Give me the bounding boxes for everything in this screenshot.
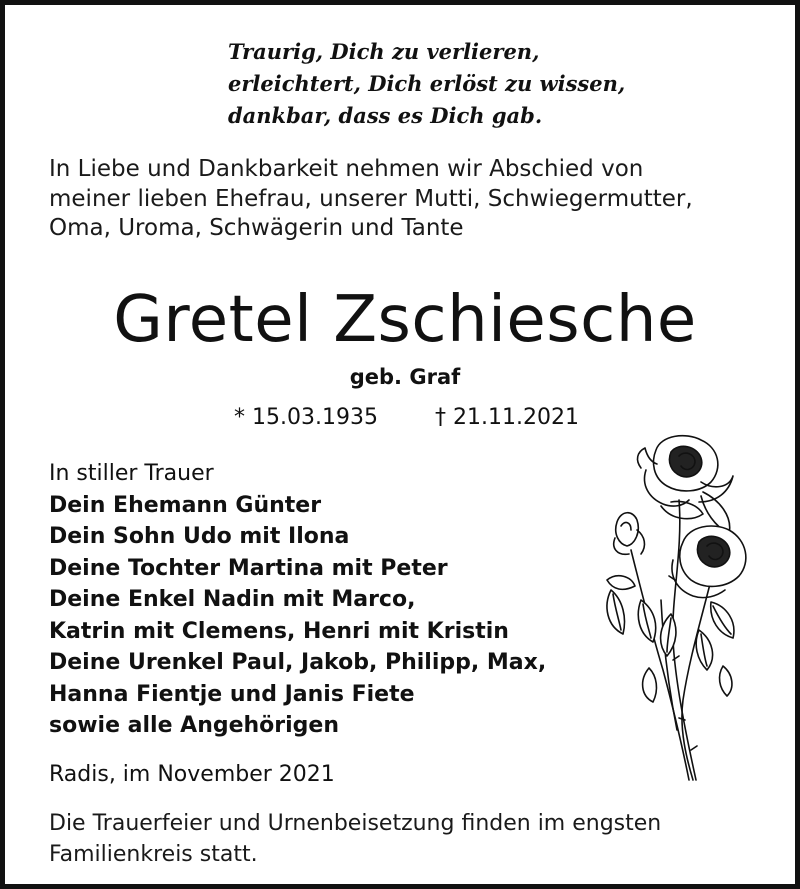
verse-line: erleichtert, Dich erlöst zu wissen, (228, 71, 626, 96)
memorial-verse (228, 36, 625, 132)
mourner-line: Hanna Fientje und Janis Fiete (49, 681, 415, 707)
mourner-line: Deine Enkel Nadin mit Marco, (49, 587, 416, 612)
mourner-line: Deine Urenkel Paul, Jakob, Philipp, Max, (49, 650, 547, 675)
mourning-heading: In stiller Trauer (49, 461, 214, 486)
farewell-text (49, 155, 693, 244)
verse-line: dankbar, dass es Dich gab. (228, 103, 543, 128)
ceremony-line: Familienkreis statt. (49, 842, 258, 867)
verse-line: Traurig, Dich zu verlieren, (228, 39, 540, 64)
deceased-name: Gretel Zschiesche (113, 283, 697, 357)
mourner-line: Katrin mit Clemens, Henri mit Kristin (49, 618, 509, 644)
ceremony-line: Die Trauerfeier und Urnenbeisetzung finden im engsten (49, 811, 662, 836)
mourner-line: sowie alle Angehörigen (49, 713, 340, 738)
mourner-line: Dein Ehemann Günter (49, 492, 322, 518)
birth-date: * 15.03.1935 (234, 405, 378, 430)
mourner-line: Dein Sohn Udo mit Ilona (49, 524, 350, 549)
roses-icon (601, 430, 771, 790)
mourner-line: Deine Tochter Martina mit Peter (49, 555, 448, 581)
farewell-line: meiner lieben Ehefrau, unserer Mutti, Schwiegermutter, (49, 185, 693, 212)
farewell-line: Oma, Uroma, Schwägerin und Tante (49, 215, 464, 241)
death-date: † 21.11.2021 (435, 405, 579, 430)
maiden-name: geb. Graf (349, 365, 461, 389)
mourners-list (49, 458, 546, 742)
ceremony-note (49, 808, 661, 870)
place-and-date: Radis, im November 2021 (49, 762, 335, 787)
farewell-line: In Liebe und Dankbarkeit nehmen wir Abschied von (49, 156, 644, 182)
